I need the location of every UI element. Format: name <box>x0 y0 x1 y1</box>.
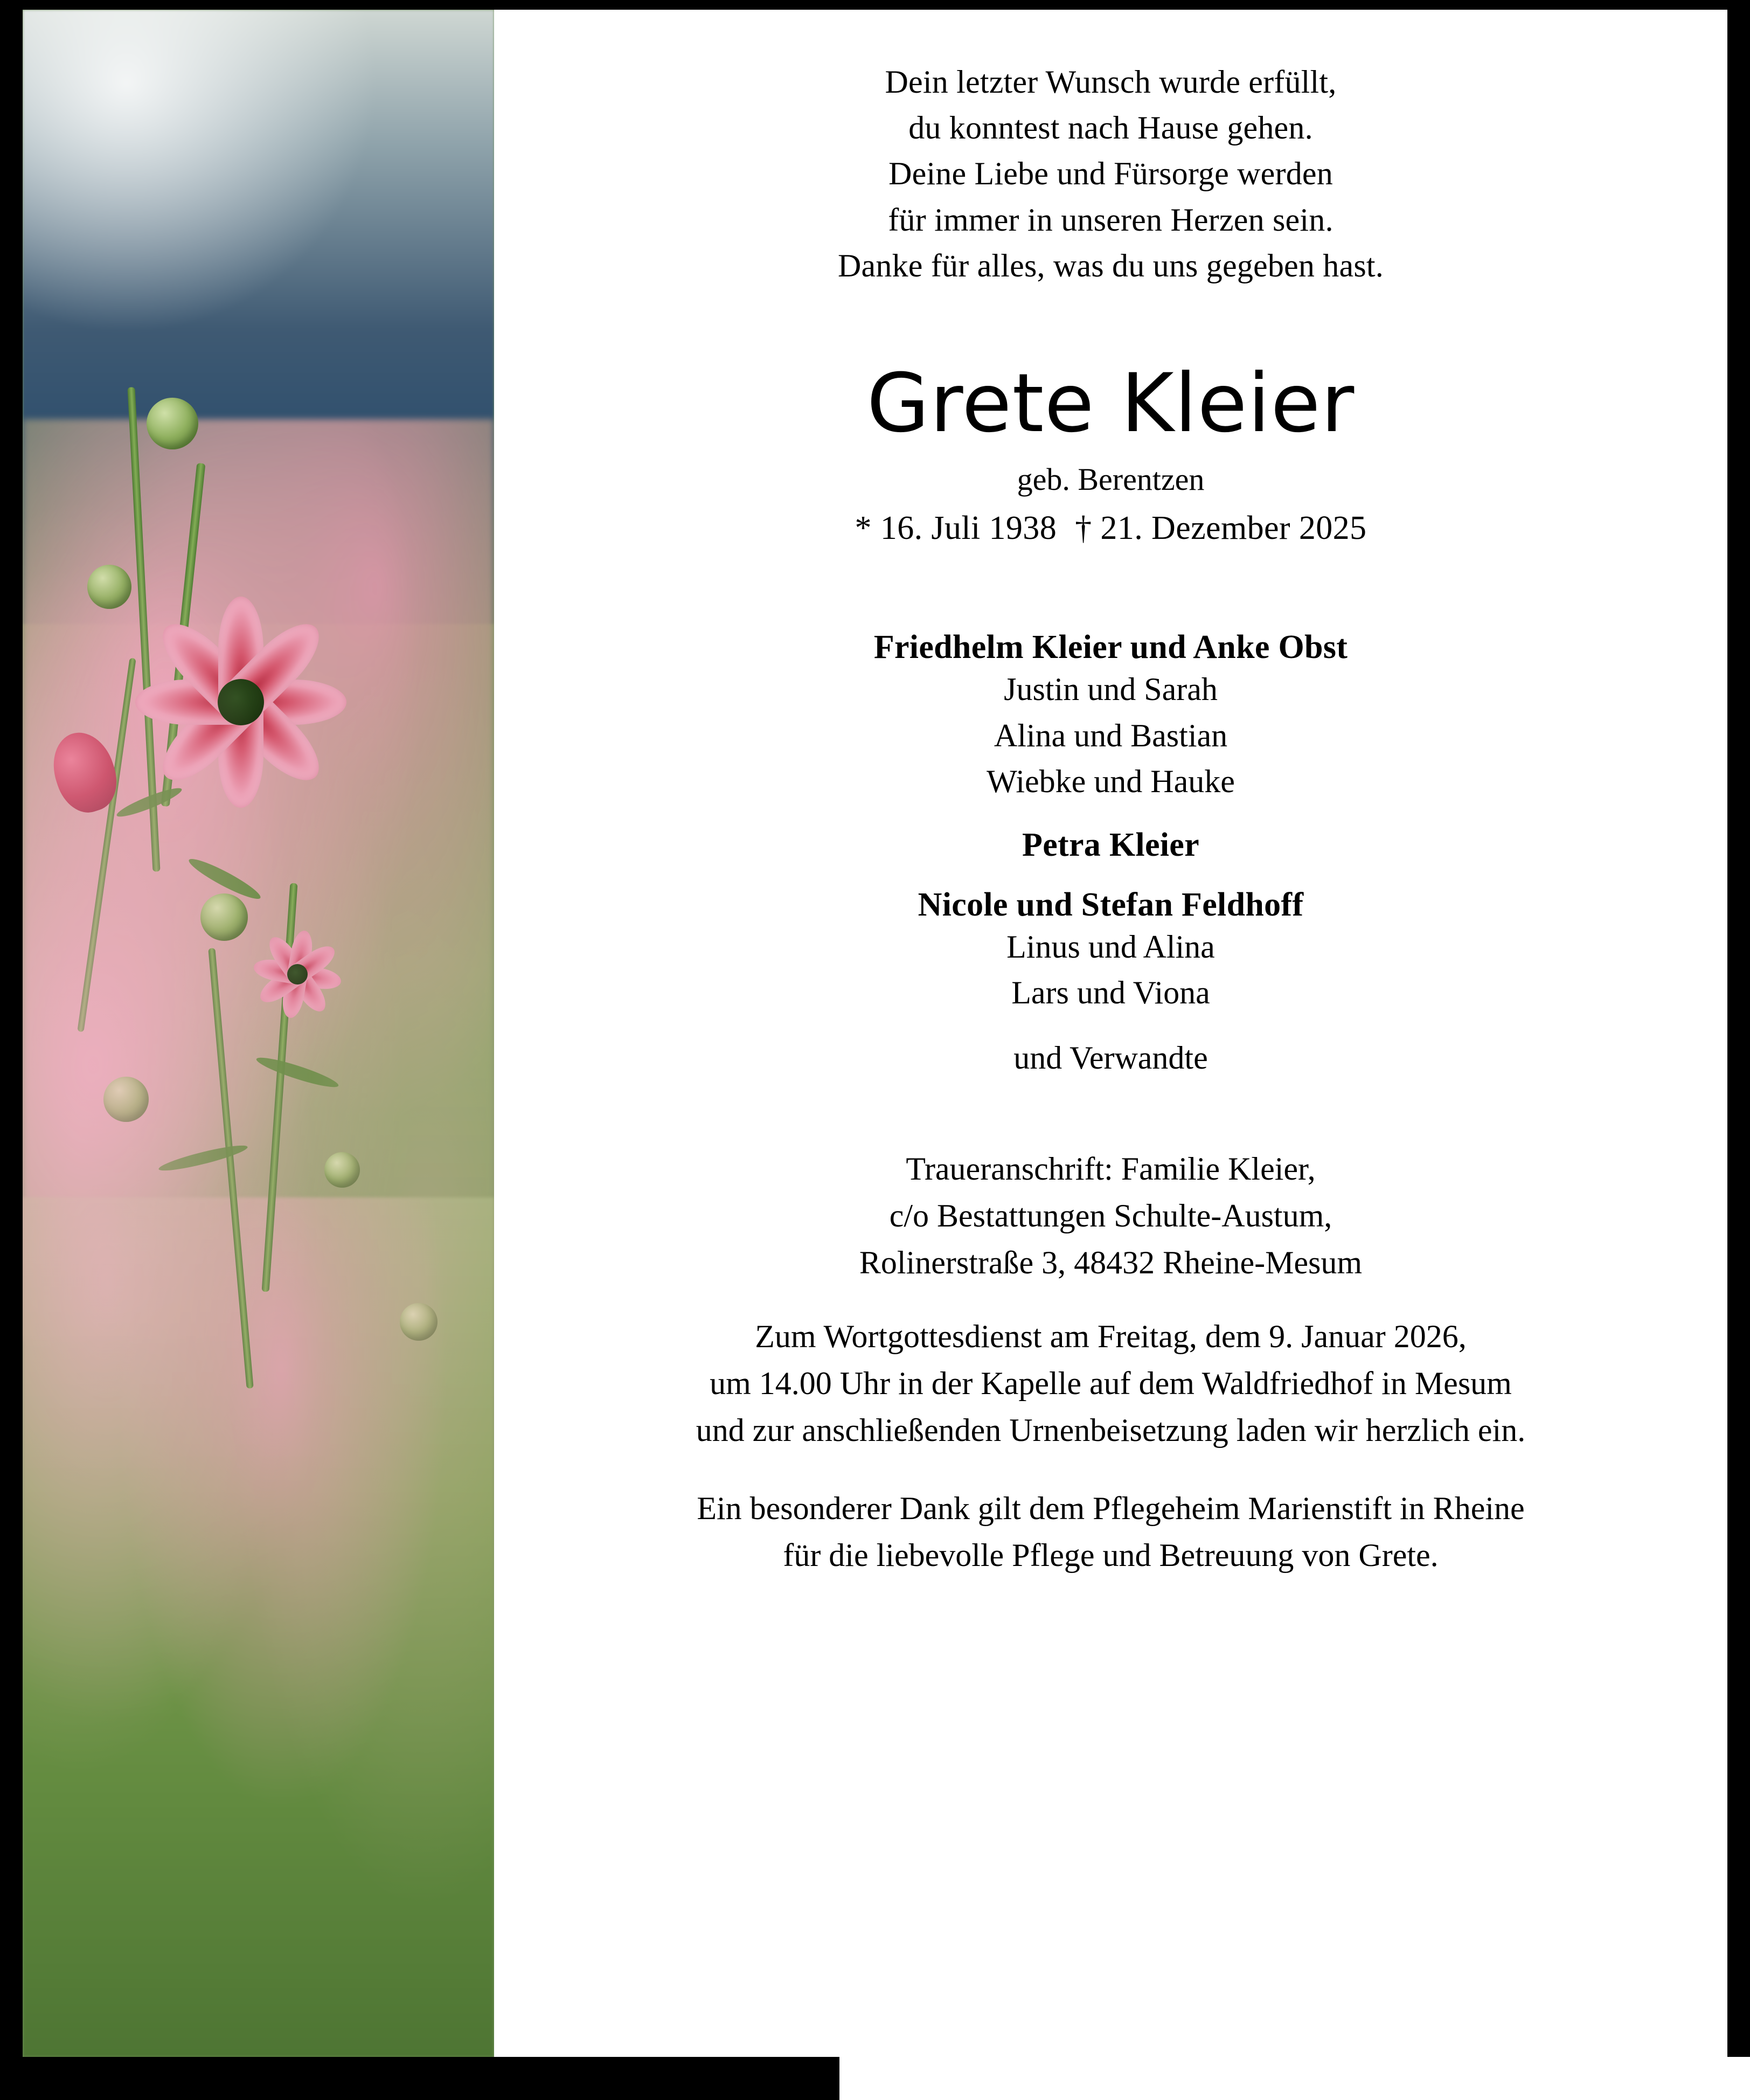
service-line: und zur anschließenden Urnenbeisetzung laden wir herzlich ein. <box>696 1412 1526 1448</box>
spacer <box>532 805 1690 826</box>
deceased-name: Grete Kleier <box>866 356 1355 451</box>
obituary-text-panel <box>494 10 1727 2057</box>
survivor-name: Friedhelm Kleier und Anke Obst <box>873 629 1348 666</box>
flower-bud <box>324 1152 360 1188</box>
poem-line: Deine Liebe und Fürsorge werden <box>888 156 1333 192</box>
flower-photo <box>23 10 494 2057</box>
poem-line: du konntest nach Hause gehen. <box>908 110 1313 146</box>
service-details <box>532 1313 1690 1454</box>
survivor-name: Lars und Viona <box>1011 975 1210 1011</box>
maiden-name: geb. Berentzen <box>1017 462 1205 497</box>
bottom-white-notch <box>839 2057 1750 2100</box>
flower-bud <box>103 1077 149 1122</box>
service-line: Zum Wortgottesdienst am Freitag, dem 9. Januar 2026, <box>755 1319 1467 1355</box>
death-date: † 21. Dezember 2025 <box>1075 510 1367 547</box>
flower-center <box>287 964 308 985</box>
obituary-card <box>23 10 1727 2057</box>
address-line: Traueranschrift: Familie Kleier, <box>906 1151 1316 1187</box>
survivors-list <box>532 628 1690 1016</box>
life-dates <box>532 509 1690 547</box>
poem-line: Danke für alles, was du uns gegeben hast. <box>838 247 1384 283</box>
survivor-name: Wiebke und Hauke <box>987 763 1235 799</box>
flower-bud <box>400 1303 438 1341</box>
survivor-name: Alina und Bastian <box>994 717 1228 753</box>
poem-line: für immer in unseren Herzen sein. <box>888 202 1334 238</box>
birth-date: * 16. Juli 1938 <box>855 510 1057 547</box>
spacer <box>532 864 1690 886</box>
relatives-line: und Verwandte <box>1013 1040 1208 1076</box>
thanks-line: für die liebevolle Pflege und Betreuung von Grete. <box>783 1537 1439 1574</box>
survivor-name: Linus und Alina <box>1006 929 1215 965</box>
mourning-address <box>532 1146 1690 1286</box>
flower-center <box>218 679 264 725</box>
thanks-line: Ein besonderer Dank gilt dem Pflegeheim Marienstift in Rheine <box>697 1491 1525 1527</box>
survivor-name: Petra Kleier <box>1022 827 1199 863</box>
address-line: Rolinerstraße 3, 48432 Rheine-Mesum <box>859 1245 1363 1281</box>
address-line: c/o Bestattungen Schulte-Austum, <box>889 1198 1332 1234</box>
flower-bud <box>200 893 248 941</box>
poem-line: Dein letzter Wunsch wurde erfüllt, <box>885 64 1337 100</box>
cosmos-flower-small <box>249 926 346 1023</box>
survivor-name: Nicole und Stefan Feldhoff <box>918 886 1304 923</box>
cosmos-flower <box>125 586 357 818</box>
service-line: um 14.00 Uhr in der Kapelle auf dem Waldfriedhof in Mesum <box>710 1366 1512 1402</box>
survivor-name: Justin und Sarah <box>1004 671 1218 708</box>
thanks-note <box>532 1485 1690 1579</box>
flower-bud <box>147 398 198 449</box>
memorial-poem <box>532 59 1690 289</box>
